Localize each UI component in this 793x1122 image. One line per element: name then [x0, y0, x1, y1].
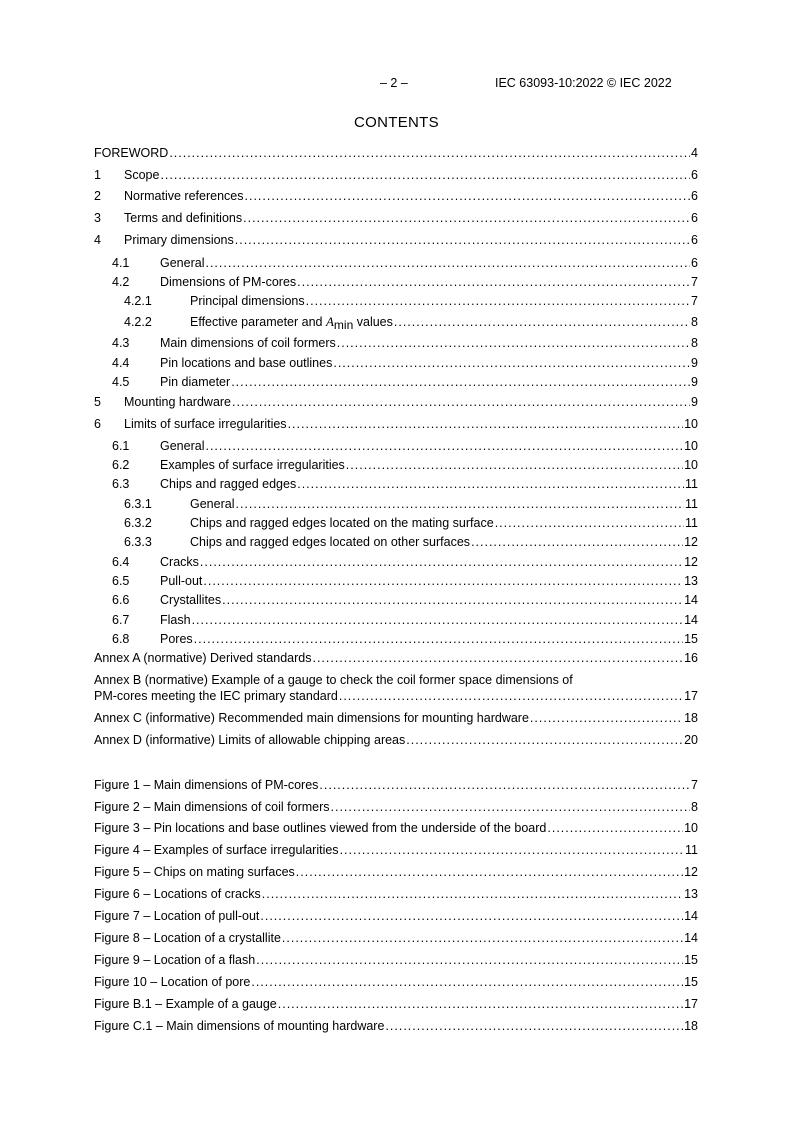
- contents-title: CONTENTS: [354, 114, 439, 131]
- toc-entry[interactable]: 6.3.1 General ..... 11: [94, 497, 698, 512]
- toc-entry[interactable]: 4.4 Pin locations and base outlines ..... 9: [94, 356, 698, 371]
- toc-entry[interactable]: 5 Mounting hardware ..... 9: [94, 395, 698, 410]
- toc-entry[interactable]: 6.3.2 Chips and ragged edges located on the mating surface ..... 11: [94, 516, 698, 531]
- toc-entry[interactable]: 6.1 General ..... 10: [94, 439, 698, 454]
- page-number: – 2 –: [380, 76, 408, 90]
- a-min-symbol: A: [325, 314, 334, 329]
- toc-entry-annex-b[interactable]: Annex B (normative) Example of a gauge to check the coil former space dimensions of PM-cores meeting the IEC primary standard ..... 17: [94, 672, 698, 704]
- toc-entry[interactable]: 1 Scope ..... 6: [94, 168, 698, 183]
- toc-entry[interactable]: 3 Terms and definitions ..... 6: [94, 211, 698, 226]
- figure-entry[interactable]: Figure 5 – Chips on mating surfaces ..... 12: [94, 865, 698, 880]
- toc-entry[interactable]: 4.2 Dimensions of PM-cores ..... 7: [94, 275, 698, 290]
- figure-entry[interactable]: Figure 2 – Main dimensions of coil formers ..... 8: [94, 800, 698, 815]
- toc-entry[interactable]: 6.2 Examples of surface irregularities ..... 10: [94, 458, 698, 473]
- toc-entry-annex-c[interactable]: Annex C (informative) Recommended main dimensions for mounting hardware ..... 18: [94, 711, 698, 726]
- toc-entry[interactable]: 4.2.1 Principal dimensions ..... 7: [94, 294, 698, 309]
- figure-entry[interactable]: Figure 1 – Main dimensions of PM-cores ..... 7: [94, 778, 698, 793]
- figure-entry[interactable]: Figure B.1 – Example of a gauge ..... 17: [94, 997, 698, 1012]
- toc-entry[interactable]: 4.2.2 Effective parameter and $A_{min}$ values ..... 8: [94, 314, 698, 329]
- figure-entry[interactable]: Figure 6 – Locations of cracks ..... 13: [94, 887, 698, 902]
- toc-entry[interactable]: FOREWORD ..... 4: [94, 146, 698, 161]
- figure-entry[interactable]: Figure 10 – Location of pore ..... 15: [94, 975, 698, 990]
- toc-entry[interactable]: 6.8 Pores ..... 15: [94, 632, 698, 647]
- figure-entry[interactable]: Figure 7 – Location of pull-out ..... 14: [94, 909, 698, 924]
- document-id: IEC 63093-10:2022 © IEC 2022: [495, 76, 672, 90]
- toc-entry[interactable]: 4.3 Main dimensions of coil formers ..... 8: [94, 336, 698, 351]
- figure-entry[interactable]: Figure 8 – Location of a crystallite ..... 14: [94, 931, 698, 946]
- toc-entry[interactable]: 6.7 Flash ..... 14: [94, 613, 698, 628]
- figure-entry[interactable]: Figure 3 – Pin locations and base outlines viewed from the underside of the board ..... 10: [94, 821, 698, 836]
- toc-entry[interactable]: 4 Primary dimensions ..... 6: [94, 233, 698, 248]
- toc-entry[interactable]: 4.1 General ..... 6: [94, 256, 698, 271]
- toc-entry[interactable]: 6.6 Crystallites ..... 14: [94, 593, 698, 608]
- toc-entry[interactable]: 4.5 Pin diameter ..... 9: [94, 375, 698, 390]
- figure-entry[interactable]: Figure 9 – Location of a flash ..... 15: [94, 953, 698, 968]
- toc-entry[interactable]: 6.4 Cracks ..... 12: [94, 555, 698, 570]
- toc-entry[interactable]: 6.3 Chips and ragged edges ..... 11: [94, 477, 698, 492]
- toc-entry[interactable]: 6.3.3 Chips and ragged edges located on other surfaces ..... 12: [94, 535, 698, 550]
- toc-entry[interactable]: 2 Normative references ..... 6: [94, 189, 698, 204]
- toc-entry-annex-d[interactable]: Annex D (informative) Limits of allowable chipping areas ..... 20: [94, 733, 698, 748]
- toc-entry[interactable]: 6.5 Pull-out ..... 13: [94, 574, 698, 589]
- toc-entry[interactable]: 6 Limits of surface irregularities ..... 10: [94, 417, 698, 432]
- figure-entry[interactable]: Figure C.1 – Main dimensions of mounting hardware ..... 18: [94, 1019, 698, 1034]
- figure-entry[interactable]: Figure 4 – Examples of surface irregularities ..... 11: [94, 843, 698, 858]
- toc-entry-annex-a[interactable]: Annex A (normative) Derived standards ..... 16: [94, 651, 698, 666]
